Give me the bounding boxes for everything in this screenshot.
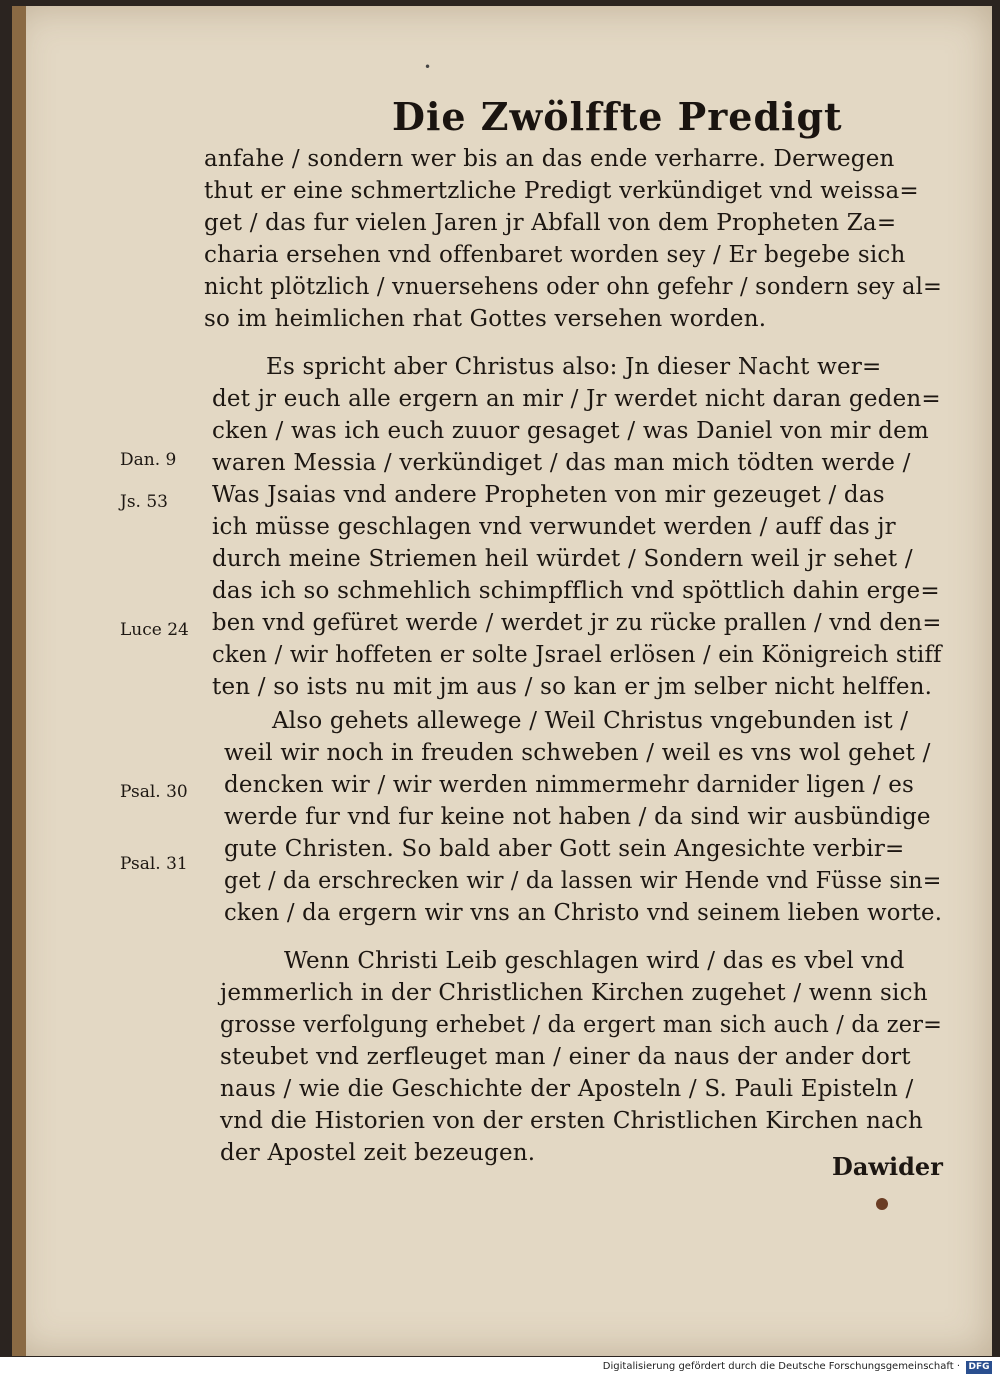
text-line: steubet vnd zerfleuget man / einer da naus der ander dort — [220, 1044, 911, 1070]
margin-note: Js. 53 — [120, 492, 168, 512]
margin-note: Psal. 31 — [120, 854, 188, 874]
text-line: ten / so ists nu mit jm aus / so kan er jm selber nicht helffen. — [212, 674, 933, 700]
text-line: cken / da ergern wir vns an Christo vnd seinem lieben worte. — [224, 900, 943, 926]
margin-note: Psal. 30 — [120, 782, 188, 802]
text-line: gute Christen. So bald aber Gott sein Angesichte verbir= — [224, 836, 905, 862]
text-line: grosse verfolgung erhebet / da ergert man sich auch / da zer= — [220, 1012, 943, 1038]
text-line: Es spricht aber Christus also: Jn dieser Nacht wer= — [266, 354, 882, 380]
page-header: Die Zwölffte Predigt — [392, 94, 843, 139]
text-line: jemmerlich in der Christlichen Kirchen zugehet / wenn sich — [220, 980, 928, 1006]
text-line: Was Jsaias vnd andere Propheten von mir gezeuget / das — [212, 482, 885, 508]
footer-credit: Digitalisierung gefördert durch die Deutsche Forschungsgemeinschaft · — [602, 1361, 960, 1372]
text-line: vnd die Historien von der ersten Christlichen Kirchen nach — [220, 1108, 923, 1134]
ornament-mark: • — [424, 60, 432, 74]
dfg-logo: DFG — [966, 1361, 992, 1374]
text-line: der Apostel zeit bezeugen. — [220, 1140, 536, 1166]
text-line: Wenn Christi Leib geschlagen wird / das es vbel vnd — [284, 948, 905, 974]
margin-note: Dan. 9 — [120, 450, 177, 470]
text-line: das ich so schmehlich schimpfflich vnd spöttlich dahin erge= — [212, 578, 940, 604]
text-line: durch meine Striemen heil würdet / Sondern weil jr sehet / — [212, 546, 913, 572]
catchword: Dawider — [832, 1152, 943, 1181]
text-line: thut er eine schmertzliche Predigt verkündiget vnd weissa= — [204, 178, 919, 204]
book-page — [12, 6, 992, 1356]
text-line: waren Messia / verkündiget / das man mich tödten werde / — [212, 450, 911, 476]
text-line: cken / wir hoffeten er solte Jsrael erlösen / ein Königreich stiff — [212, 642, 942, 668]
text-line: naus / wie die Geschichte der Aposteln / S. Pauli Episteln / — [220, 1076, 914, 1102]
text-line: get / da erschrecken wir / da lassen wir Hende vnd Füsse sin= — [224, 868, 942, 894]
text-line: ben vnd gefüret werde / werdet jr zu rücke prallen / vnd den= — [212, 610, 942, 636]
text-line: cken / was ich euch zuuor gesaget / was Daniel von mir dem — [212, 418, 929, 444]
page-spine-edge — [12, 6, 26, 1356]
text-line: nicht plötzlich / vnuersehens oder ohn gefehr / sondern sey al= — [204, 274, 943, 300]
text-line: Also gehets allewege / Weil Christus vngebunden ist / — [272, 708, 909, 734]
paper-stain — [876, 1198, 888, 1210]
footer-bar — [0, 1357, 1000, 1379]
text-line: det jr euch alle ergern an mir / Jr werdet nicht daran geden= — [212, 386, 941, 412]
text-line: get / das fur vielen Jaren jr Abfall von dem Propheten Za= — [204, 210, 897, 236]
text-line: dencken wir / wir werden nimmermehr darnider ligen / es — [224, 772, 915, 798]
margin-note: Luce 24 — [120, 620, 189, 640]
text-line: werde fur vnd fur keine not haben / da sind wir ausbündige — [224, 804, 931, 830]
text-line: charia ersehen vnd offenbaret worden sey / Er begebe sich — [204, 242, 906, 268]
text-line: anfahe / sondern wer bis an das ende verharre. Derwegen — [204, 146, 895, 172]
text-line: weil wir noch in freuden schweben / weil es vns wol gehet / — [224, 740, 931, 766]
text-line: so im heimlichen rhat Gottes versehen worden. — [204, 306, 767, 332]
text-line: ich müsse geschlagen vnd verwundet werden / auff das jr — [212, 514, 896, 540]
